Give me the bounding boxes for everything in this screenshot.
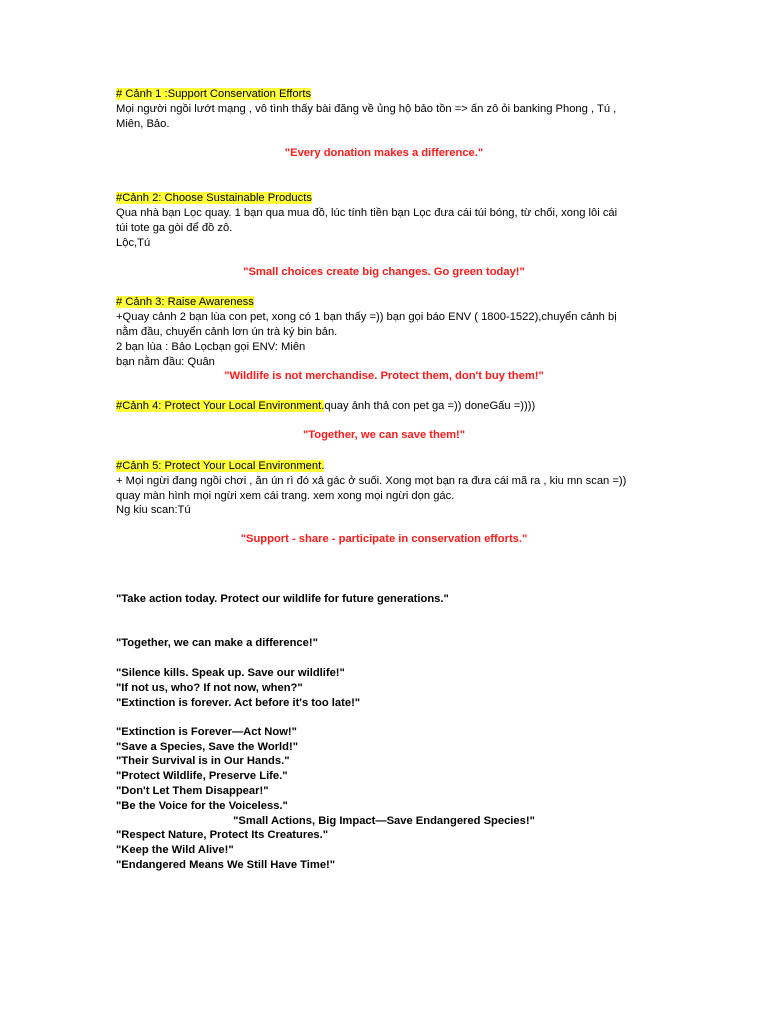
scene1-line2: Miên, Bảo.: [116, 118, 170, 130]
scene3-slogan: "Wildlife is not merchandise. Protect them, don't buy them!": [224, 370, 544, 382]
scene1-heading-line: [116, 87, 656, 102]
scene5-slogan: "Support - share - participate in conservation efforts.": [240, 533, 528, 545]
scene2-heading-line: [116, 191, 656, 206]
slogan-9: "Protect Wildlife, Preserve Life.": [116, 770, 288, 782]
scene4-line: [116, 399, 656, 414]
scene2-heading: #Cảnh 2: Choose Sustainable Products: [116, 192, 312, 204]
scene5-line1: + Mọi ngừi đang ngồi chơi , ăn ún rì đó xả gác ở suối. Xong mọt bạn ra đưa cái mã ra , kiu mn scan =)): [116, 475, 627, 487]
slogan-1: "Take action today. Protect our wildlife for future generations.": [116, 593, 449, 605]
scene3-line1: +Quay cảnh 2 bạn lùa con pet, xong có 1 bạn thấy =)) bạn gọi báo ENV ( 1800-1522),chuyển cảnh bị: [116, 311, 617, 323]
slogan-10: "Don't Let Them Disappear!": [116, 785, 269, 797]
scene2-line3: Lộc,Tú: [116, 237, 151, 249]
scene2-slogan: "Small choices create big changes. Go green today!": [243, 266, 525, 278]
slogan-3: "Silence kills. Speak up. Save our wildlife!": [116, 667, 345, 679]
slogan-8: "Their Survival is in Our Hands.": [116, 755, 290, 767]
slogan-14: "Keep the Wild Alive!": [116, 844, 234, 856]
scene4-slogan: "Together, we can save them!": [302, 429, 466, 441]
scene3-line2: nằm đầu, chuyển cảnh lơn ún trà ký bin bản.: [116, 326, 338, 338]
scene2-line1: Qua nhà bạn Lọc quay. 1 bạn qua mua đồ, lúc tính tiền bạn Lọc đưa cái túi bóng, từ chối, xong lôi cái: [116, 207, 618, 219]
scene5-heading-line: [116, 459, 656, 474]
scene1-heading: # Cảnh 1 :Support Conservation Efforts: [116, 88, 312, 100]
scene3-line4: bạn nằm đầu: Quân: [116, 356, 215, 368]
scene1-line1: Mọi người ngồi lướt mạng , vô tình thấy bài đăng về ủng hộ bảo tồn => ấn zô ỏi banking Phong , Tú ,: [116, 103, 617, 115]
scene3-heading: # Cảnh 3: Raise Awareness: [116, 296, 254, 308]
slogan-7: "Save a Species, Save the World!": [116, 741, 299, 753]
slogan-15: "Endangered Means We Still Have Time!": [116, 859, 336, 871]
slogan-5: "Extinction is forever. Act before it's too late!": [116, 697, 361, 709]
scene1-slogan: "Every donation makes a difference.": [284, 147, 484, 159]
scene3-line3: 2 bạn lùa : Bảo Lọcbạn gọi ENV: Miên: [116, 341, 306, 353]
scene4-heading: #Cảnh 4: Protect Your Local Environment.: [116, 400, 325, 412]
scene5-line2: quay màn hình mọi ngừi xem cái trang. xem xong mọi ngừi dọn gác.: [116, 490, 455, 502]
slogan-13: "Respect Nature, Protect Its Creatures.": [116, 829, 329, 841]
scene4-tail: quay ảnh thả con pet ga =)) doneGấu =)))): [324, 400, 536, 412]
scene2-line2: túi tote ga gòi để đồ zô.: [116, 222, 233, 234]
slogan-2: "Together, we can make a difference!": [116, 637, 318, 649]
scene5-heading: #Cảnh 5: Protect Your Local Environment.: [116, 460, 325, 472]
slogan-6: "Extinction is Forever—Act Now!": [116, 726, 297, 738]
slogan-4: "If not us, who? If not now, when?": [116, 682, 303, 694]
slogan-12: "Small Actions, Big Impact—Save Endangered Species!": [233, 815, 535, 827]
slogan-11: "Be the Voice for the Voiceless.": [116, 800, 288, 812]
scene3-heading-line: [116, 295, 656, 310]
scene5-line3: Ng kiu scan:Tú: [116, 504, 191, 516]
